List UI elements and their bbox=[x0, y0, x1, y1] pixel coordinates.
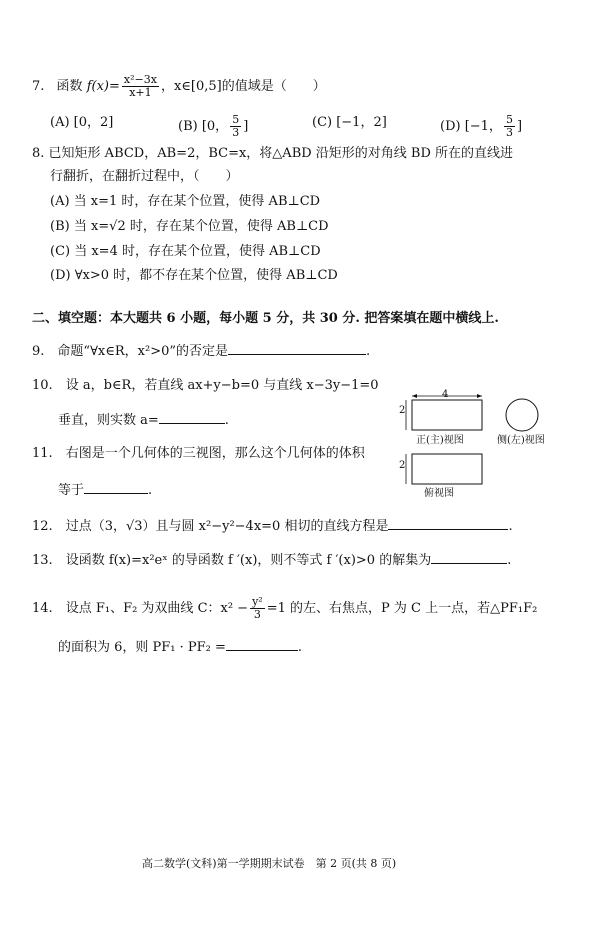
side-view-circle bbox=[506, 399, 538, 431]
q14-line1 bbox=[32, 596, 537, 621]
q7-option-b-den: 3 bbox=[232, 126, 240, 139]
front-width-arrow-left bbox=[412, 394, 417, 398]
q13-number: 13. bbox=[32, 553, 53, 568]
q7-stem bbox=[32, 74, 326, 99]
q14-fraction bbox=[250, 596, 265, 621]
q7-option-d bbox=[440, 114, 522, 139]
q12-answer-blank[interactable] bbox=[388, 517, 508, 530]
dim-width-label: 4 bbox=[442, 389, 449, 400]
top-view-rect bbox=[412, 454, 482, 484]
section2-heading: 二、填空题：本大题共 6 小题，每小题 5 分，共 30 分. 把答案填在题中横线上. bbox=[32, 311, 499, 326]
side-view-label: 侧(左)视图 bbox=[497, 435, 545, 446]
q14-line2 bbox=[58, 638, 302, 657]
q11-answer-blank[interactable] bbox=[84, 481, 148, 494]
q8-line2: 行翻折，在翻折过程中，（ ） bbox=[50, 169, 239, 184]
q11-line2 bbox=[58, 481, 152, 500]
q8-option-d: (D) ∀x>0 时，都不存在某个位置，使得 AB⊥CD bbox=[50, 268, 338, 283]
q12-number: 12. bbox=[32, 519, 53, 534]
q7-option-d-den: 3 bbox=[505, 126, 513, 139]
dim-depth-label: 2 bbox=[399, 460, 406, 471]
q7-fraction bbox=[122, 74, 159, 99]
top-view-label: 俯视图 bbox=[424, 488, 454, 499]
q10-end: . bbox=[224, 413, 229, 428]
q7-option-b bbox=[178, 114, 248, 139]
q14-frac-den: 3 bbox=[253, 608, 261, 621]
q7-number: 7. bbox=[32, 79, 45, 94]
q7-option-b-tail: ] bbox=[243, 119, 249, 134]
q11-line1-text: 右图是一个几何体的三视图，那么这个几何体的体积 bbox=[65, 446, 365, 461]
front-view-rect bbox=[412, 400, 482, 430]
q7-option-b-frac bbox=[230, 114, 241, 139]
q7-stem-a: 函数 bbox=[56, 79, 83, 94]
q7-stem-b: ，x∈[0,5]的值域是（ ） bbox=[160, 79, 326, 94]
q14-number: 14. bbox=[32, 601, 53, 616]
q8-option-a: (A) 当 x=1 时，存在某个位置，使得 AB⊥CD bbox=[50, 194, 321, 209]
q10-answer-blank[interactable] bbox=[159, 411, 225, 424]
dim-height-label: 2 bbox=[399, 405, 406, 416]
q10-line2-text: 垂直，则实数 a= bbox=[58, 413, 159, 428]
q7-option-d-frac bbox=[504, 114, 515, 139]
q8-line1-text: 已知矩形 ABCD，AB=2，BC=x，将△ABD 沿矩形的对角线 BD 所在的直线进 bbox=[48, 146, 514, 161]
q13-answer-blank[interactable] bbox=[431, 551, 507, 564]
q13-text: 设函数 f(x)=x²eˣ 的导函数 f ′(x)，则不等式 f ′(x)>0 的解集为 bbox=[65, 553, 432, 568]
q7-frac-den: x+1 bbox=[129, 86, 152, 99]
q12-text: 过点（3，√3）且与圆 x²−y²−4x=0 相切的直线方程是 bbox=[65, 519, 389, 534]
q14-answer-blank[interactable] bbox=[226, 638, 298, 651]
q11-number: 11. bbox=[32, 446, 53, 461]
q7-fx: f(x)= bbox=[86, 79, 120, 94]
q10-line1 bbox=[32, 377, 379, 395]
q14-text-b: =1 的左、右焦点，P 为 C 上一点，若△PF₁F₂ bbox=[266, 601, 538, 616]
q7-option-a: (A) [0，2] bbox=[50, 115, 114, 130]
q13 bbox=[32, 551, 511, 570]
q13-end: . bbox=[507, 553, 512, 568]
q14-line2-text: 的面积为 6，则 PF₁ · PF₂ = bbox=[58, 640, 226, 655]
q9-answer-blank[interactable] bbox=[228, 342, 366, 355]
q7-option-c: (C) [−1，2] bbox=[312, 115, 387, 130]
page-footer: 高二数学(文科)第一学期期末试卷 第 2 页(共 8 页) bbox=[142, 857, 397, 870]
q7-option-b-num: 5 bbox=[232, 113, 240, 126]
q8-option-c: (C) 当 x=4 时，存在某个位置，使得 AB⊥CD bbox=[50, 244, 321, 259]
q11-line2-text: 等于 bbox=[58, 483, 85, 498]
q7-option-d-num: 5 bbox=[505, 113, 513, 126]
q10-line2 bbox=[58, 411, 229, 430]
q7-option-d-tail: ] bbox=[516, 119, 523, 134]
q12 bbox=[32, 517, 513, 536]
q10-line1-text: 设 a，b∈R，若直线 ax+y−b=0 与直线 x−3y−1=0 bbox=[65, 378, 379, 393]
q9-end: . bbox=[366, 344, 371, 359]
q7-option-b-label: (B) [0， bbox=[178, 119, 229, 134]
q8-option-b: (B) 当 x=√2 时，存在某个位置，使得 AB⊥CD bbox=[50, 219, 329, 234]
q9-text: 命题“∀x∈R，x²>0”的否定是 bbox=[57, 344, 229, 359]
q7-frac-num: x²−3x bbox=[123, 73, 157, 86]
q8-line1 bbox=[32, 145, 513, 163]
q9 bbox=[32, 342, 370, 361]
front-view-label: 正(主)视图 bbox=[416, 435, 464, 446]
q10-number: 10. bbox=[32, 378, 53, 393]
q8-number: 8. bbox=[32, 146, 45, 161]
q11-end: . bbox=[148, 483, 153, 498]
q7-option-d-label: (D) [−1， bbox=[440, 119, 502, 134]
q12-end: . bbox=[508, 519, 513, 534]
q14-end: . bbox=[297, 640, 303, 655]
q14-text-a: 设点 F₁、F₂ 为双曲线 C：x² − bbox=[65, 601, 249, 616]
front-width-arrow-right bbox=[477, 394, 482, 398]
q11-line1 bbox=[32, 445, 365, 463]
q14-frac-num: y² bbox=[252, 595, 263, 608]
q9-number: 9. bbox=[32, 344, 45, 359]
